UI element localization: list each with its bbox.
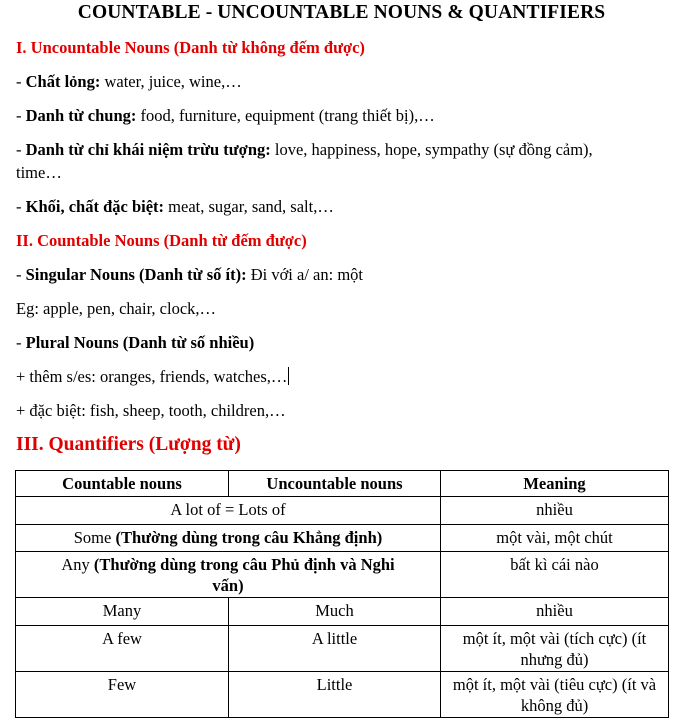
uncountable-cell: Little (229, 672, 441, 718)
section-3-heading: III. Quantifiers (Lượng từ) (16, 434, 241, 455)
quantifier-cell: A lot of = Lots of (16, 497, 441, 525)
singular-example: Eg: apple, pen, chair, clock,… (16, 299, 217, 318)
meaning-cell: bất kì cái nào (441, 552, 669, 598)
examples: water, juice, wine,… (100, 72, 242, 91)
list-item-abstract-continuation: time… (16, 163, 62, 182)
table-header-row (16, 471, 669, 497)
table-row (16, 525, 669, 552)
list-item-plural-nouns (16, 333, 254, 353)
meaning-cell: một ít, một vài (tích cực) (ít nhưng đủ) (441, 626, 669, 672)
table-row (16, 552, 669, 598)
header-uncountable-nouns: Uncountable nouns (229, 471, 441, 497)
term: Danh từ chỉ khái niệm trừu tượng: (25, 140, 271, 159)
examples: food, furniture, equipment (trang thiết bị),… (136, 106, 435, 125)
quantifiers-table (15, 470, 669, 718)
examples: love, happiness, hope, sympathy (sự đồng cảm), (270, 140, 593, 159)
meaning-cell: nhiều (441, 497, 669, 525)
table-row (16, 497, 669, 525)
quantifier-word: Some (73, 528, 116, 547)
text-cursor (288, 367, 289, 385)
countable-cell: Many (16, 598, 229, 626)
list-item-abstract-nouns (16, 140, 593, 160)
bullet-prefix: - (16, 197, 26, 216)
table-row (16, 598, 669, 626)
section-2-heading: II. Countable Nouns (Danh từ đếm được) (16, 231, 307, 250)
table-row (16, 626, 669, 672)
term: Chất lỏng: (25, 72, 101, 91)
header-countable-nouns: Countable nouns (16, 471, 229, 497)
meaning-cell: một vài, một chút (441, 525, 669, 552)
quantifier-cell (16, 525, 441, 552)
countable-cell: Few (16, 672, 229, 718)
meaning-cell: nhiều (441, 598, 669, 626)
uncountable-cell: A little (229, 626, 441, 672)
term: Singular Nouns (Danh từ số ít): (25, 265, 247, 284)
plural-rule-irregular: + đặc biệt: fish, sheep, tooth, children,… (16, 401, 286, 420)
bullet-prefix: - (16, 265, 26, 284)
bullet-prefix: - (16, 106, 26, 125)
bullet-prefix: - (16, 72, 26, 91)
quantifier-cell (16, 552, 441, 598)
description: Đi với a/ an: một (246, 265, 363, 284)
header-meaning: Meaning (441, 471, 669, 497)
section-1-heading: I. Uncountable Nouns (Danh từ không đếm được) (16, 38, 365, 57)
plural-rule-add-s-es[interactable] (16, 367, 289, 387)
uncountable-cell: Much (229, 598, 441, 626)
list-item-solids (16, 197, 334, 217)
bullet-prefix: - (16, 333, 26, 352)
list-item-singular-nouns (16, 265, 363, 285)
bullet-prefix: - (16, 140, 26, 159)
term: Plural Nouns (Danh từ số nhiều) (25, 333, 255, 352)
countable-cell: A few (16, 626, 229, 672)
usage-note: (Thường dùng trong câu Phủ định và Nghi vấn) (93, 555, 395, 595)
usage-note: (Thường dùng trong câu Khẳng định) (115, 528, 383, 547)
quantifier-word: Any (61, 555, 94, 574)
table-row (16, 672, 669, 718)
page-title: COUNTABLE - UNCOUNTABLE NOUNS & QUANTIFIERS (77, 2, 606, 23)
examples: meat, sugar, sand, salt,… (164, 197, 334, 216)
list-item-liquids (16, 72, 242, 92)
term: Khối, chất đặc biệt: (25, 197, 165, 216)
rule-text: + thêm s/es: oranges, friends, watches,… (16, 367, 288, 386)
meaning-cell: một ít, một vài (tiêu cực) (ít và không đủ) (441, 672, 669, 718)
list-item-general-nouns (16, 106, 435, 126)
term: Danh từ chung: (25, 106, 137, 125)
